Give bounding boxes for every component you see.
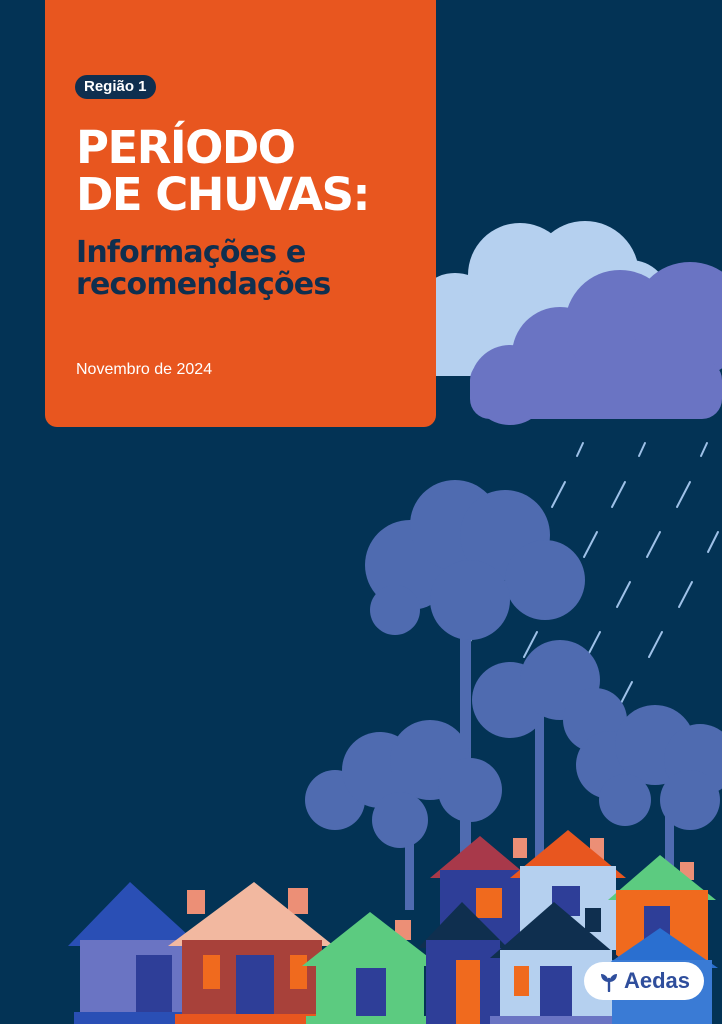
page-subtitle (76, 237, 330, 301)
region-badge: Região 1 (75, 75, 156, 99)
house-green (302, 912, 440, 1024)
title-panel (45, 0, 436, 427)
page-title (76, 121, 369, 221)
publication-date: Novembro de 2024 (76, 361, 213, 378)
subtitle-line-1: Informações e (76, 235, 306, 270)
title-line-2: DE CHUVAS: (76, 168, 369, 221)
logo-text: Aedas (623, 968, 691, 993)
subtitle-line-2: recomendações (76, 267, 331, 302)
brand-logo (584, 962, 704, 1000)
tree-icon (598, 970, 620, 992)
title-line-1: PERÍODO (76, 121, 295, 174)
